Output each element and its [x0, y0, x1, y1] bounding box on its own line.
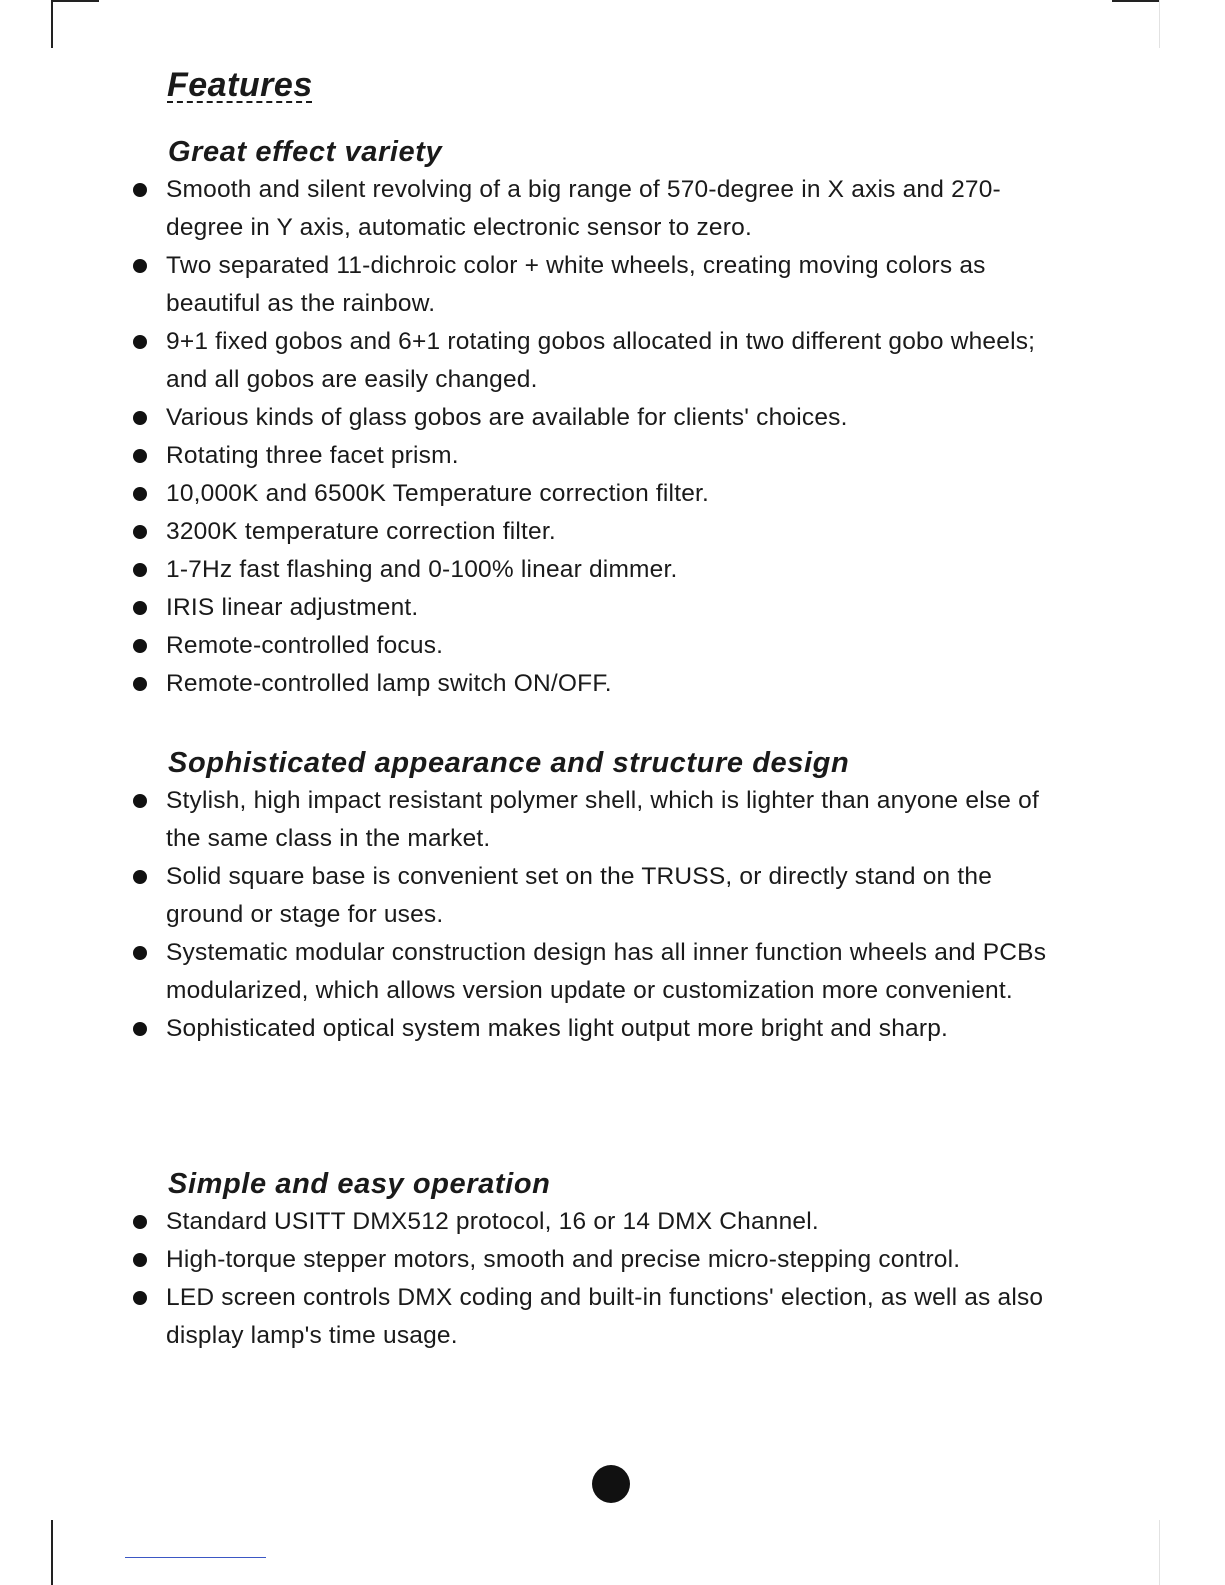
- bullet-icon: [133, 601, 147, 615]
- bullet-icon: [133, 335, 147, 349]
- bullet-icon: [133, 563, 147, 577]
- list-item: Smooth and silent revolving of a big range of 570-degree in X axis and 270-degree in Y axis, automatic electronic sensor to zero.: [166, 171, 1056, 247]
- bullet-icon: [133, 1022, 147, 1036]
- bullet-icon: [133, 639, 147, 653]
- section-great-effect-variety: [0, 133, 1225, 703]
- list-item: Stylish, high impact resistant polymer shell, which is lighter than anyone else of the same class in the market.: [166, 782, 1056, 858]
- feature-list: [0, 1203, 1225, 1355]
- bullet-icon: [133, 1215, 147, 1229]
- bullet-icon: [133, 259, 147, 273]
- list-item: 3200K temperature correction filter.: [166, 513, 1056, 551]
- bullet-icon: [133, 946, 147, 960]
- list-item: Sophisticated optical system makes light output more bright and sharp.: [166, 1010, 1056, 1048]
- list-item: Systematic modular construction design has all inner function wheels and PCBs modularized, which allows version update or customization more convenient.: [166, 934, 1056, 1010]
- bullet-icon: [133, 525, 147, 539]
- crop-mark-top-right-vertical: [1159, 0, 1160, 48]
- bullet-icon: [133, 449, 147, 463]
- page-title: Features: [167, 66, 313, 104]
- crop-mark-top-right-horizontal: [1112, 0, 1160, 2]
- list-item: IRIS linear adjustment.: [166, 589, 1056, 627]
- page-marker-dot-icon: [592, 1465, 630, 1503]
- list-item: Solid square base is convenient set on the TRUSS, or directly stand on the ground or stage for uses.: [166, 858, 1056, 934]
- list-item: Rotating three facet prism.: [166, 437, 1056, 475]
- bullet-icon: [133, 487, 147, 501]
- section-heading: Simple and easy operation: [168, 1168, 551, 1200]
- section-appearance-and-structure: [0, 744, 1225, 1048]
- crop-mark-top-left-vertical: [51, 0, 53, 48]
- list-item: Various kinds of glass gobos are available for clients' choices.: [166, 399, 1056, 437]
- list-item: Remote-controlled lamp switch ON/OFF.: [166, 665, 1056, 703]
- bullet-icon: [133, 870, 147, 884]
- crop-mark-top-left-horizontal: [51, 0, 99, 2]
- bullet-icon: [133, 1291, 147, 1305]
- section-heading: Sophisticated appearance and structure design: [168, 747, 850, 779]
- list-item: Remote-controlled focus.: [166, 627, 1056, 665]
- bullet-icon: [133, 794, 147, 808]
- list-item: High-torque stepper motors, smooth and precise micro-stepping control.: [166, 1241, 1056, 1279]
- list-item: Two separated 11-dichroic color + white wheels, creating moving colors as beautiful as the rainbow.: [166, 247, 1056, 323]
- feature-list: [0, 782, 1225, 1048]
- footer-rule: [125, 1557, 266, 1558]
- bullet-icon: [133, 411, 147, 425]
- section-heading: Great effect variety: [168, 136, 443, 168]
- list-item: Standard USITT DMX512 protocol, 16 or 14 DMX Channel.: [166, 1203, 1056, 1241]
- feature-list: [0, 171, 1225, 703]
- crop-mark-bottom-left-vertical: [51, 1520, 53, 1585]
- section-simple-operation: [0, 1165, 1225, 1355]
- list-item: 10,000K and 6500K Temperature correction filter.: [166, 475, 1056, 513]
- list-item: 9+1 fixed gobos and 6+1 rotating gobos allocated in two different gobo wheels; and all gobos are easily changed.: [166, 323, 1056, 399]
- bullet-icon: [133, 183, 147, 197]
- bullet-icon: [133, 1253, 147, 1267]
- crop-mark-bottom-right-vertical: [1159, 1520, 1160, 1585]
- bullet-icon: [133, 677, 147, 691]
- list-item: LED screen controls DMX coding and built-in functions' election, as well as also display lamp's time usage.: [166, 1279, 1056, 1355]
- list-item: 1-7Hz fast flashing and 0-100% linear dimmer.: [166, 551, 1056, 589]
